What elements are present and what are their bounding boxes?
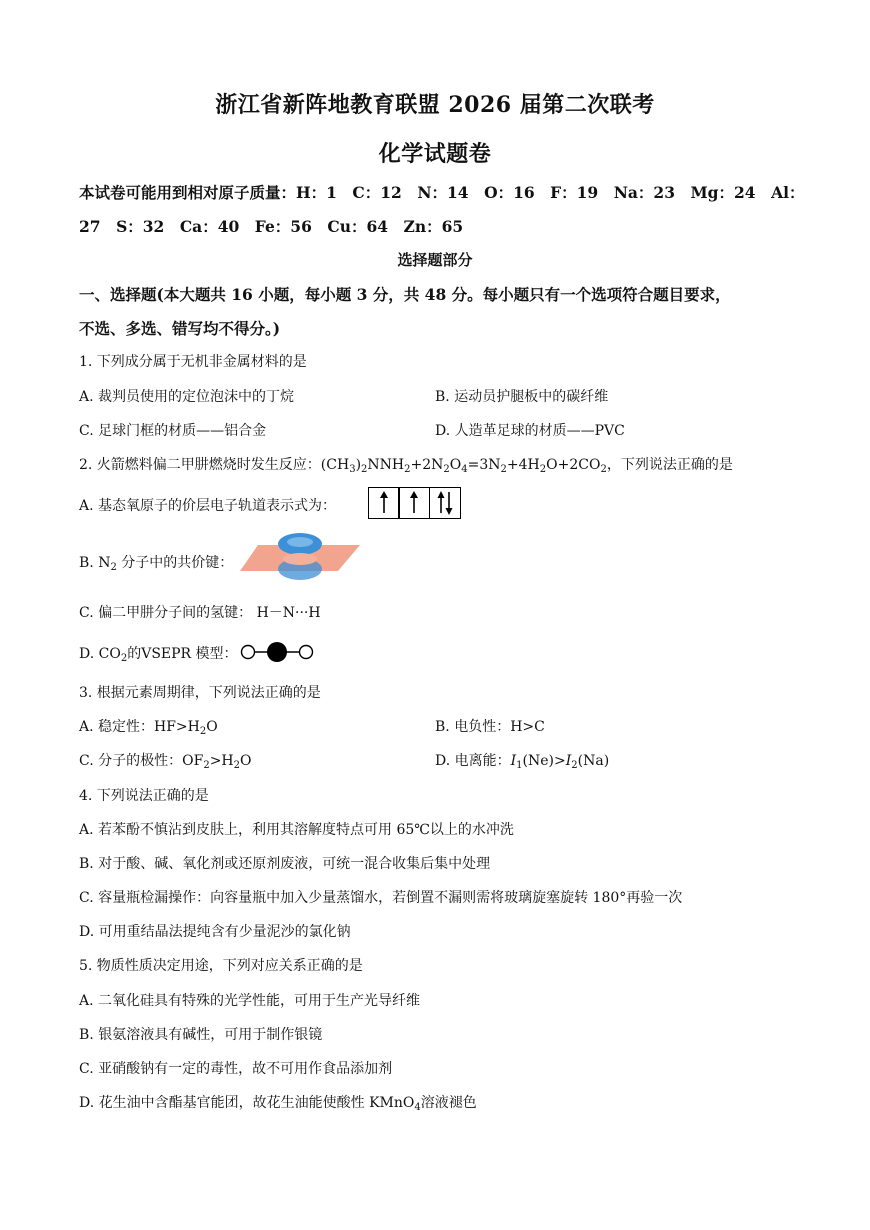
q4-option-d: D. 可用重结晶法提纯含有少量泥沙的氯化钠	[79, 924, 351, 940]
section-title: 选择题部分	[397, 251, 473, 269]
section-instruction-2: 不选、多选、错写均不得分。)	[79, 319, 281, 338]
orbital-box-up	[368, 487, 400, 519]
q3-option-c: C. 分子的极性：$OF_2>H_2O$	[79, 753, 252, 771]
q2-option-d: D. $CO_2$的VSEPR 模型：	[79, 646, 238, 664]
q1-option-b: B. 运动员护腿板中的碳纤维	[435, 389, 609, 405]
oxygen-atom	[242, 646, 255, 659]
q2-stem: 2. 火箭燃料偏二甲肼燃烧时发生反应：$(CH_3)_2NNH_2+2N_2O_4=3N_2+4H_2O+2CO_2$，下列说法正确的是	[79, 457, 733, 475]
orbital-diagram	[368, 487, 461, 519]
q4-stem: 4. 下列说法正确的是	[79, 788, 209, 804]
q2-option-c: C. 偏二甲肼分子间的氢键： H－N···H	[79, 605, 321, 621]
q1-option-d: D. 人造革足球的材质——PVC	[435, 423, 625, 439]
q3-option-b: B. 电负性：H>C	[435, 719, 545, 735]
q2-option-a: A. 基态氧原子的价层电子轨道表示式为：	[79, 498, 337, 514]
q4-option-b: B. 对于酸、碱、氧化剂或还原剂废液，可统一混合收集后集中处理	[79, 856, 491, 872]
oxygen-atom	[300, 646, 313, 659]
vsepr-linear-model	[240, 640, 314, 664]
carbon-atom	[267, 642, 287, 662]
orbital-box-paired	[429, 487, 461, 519]
atomic-mass-line-1: 本试卷可能用到相对原子质量：H：1 C：12 N：14 O：16 F：19 Na：23 Mg：24 Al：	[79, 183, 805, 202]
section-instruction-1: 一、选择题(本大题共 16 小题，每小题 3 分，共 48 分。每小题只有一个选项符合题目要求，	[79, 285, 731, 304]
q1-option-a: A. 裁判员使用的定位泡沫中的丁烷	[79, 389, 295, 405]
q4-option-c: C. 容量瓶检漏操作：向容量瓶中加入少量蒸馏水，若倒置不漏则需将玻璃旋塞旋转 180°再验一次	[79, 890, 683, 906]
exam-title: 浙江省新阵地教育联盟 2026 届第二次联考	[215, 92, 655, 118]
q4-option-a: A. 若苯酚不慎沾到皮肤上，利用其溶解度特点可用 65℃以上的水冲洗	[79, 822, 514, 838]
upper-lobe-highlight	[287, 537, 313, 547]
q1-stem: 1. 下列成分属于无机非金属材料的是	[79, 354, 307, 370]
orbital-box-up	[398, 487, 430, 519]
exam-subtitle: 化学试题卷	[378, 141, 492, 167]
q5-option-c: C. 亚硝酸钠有一定的毒性，故不可用作食品添加剂	[79, 1061, 393, 1077]
q5-option-a: A. 二氧化硅具有特殊的光学性能，可用于生产光导纤维	[79, 993, 421, 1009]
plane-intersection	[283, 553, 317, 565]
q3-stem: 3. 根据元素周期律，下列说法正确的是	[79, 685, 321, 701]
q2-option-b: B. $N_2$ 分子中的共价键：	[79, 555, 234, 573]
q3-option-d: D. 电离能：$I_1(Ne)>I_2(Na)$	[435, 753, 610, 771]
q1-option-c: C. 足球门框的材质——铝合金	[79, 423, 267, 439]
q5-option-b: B. 银氨溶液具有碱性，可用于制作银镜	[79, 1027, 323, 1043]
q5-option-d: D. 花生油中含酯基官能团，故花生油能使酸性 KMnO$_4$溶液褪色	[79, 1095, 477, 1113]
q5-stem: 5. 物质性质决定用途，下列对应关系正确的是	[79, 958, 363, 974]
q3-option-a: A. 稳定性：$HF>H_2O$	[79, 719, 218, 737]
atomic-mass-line-2: 27 S：32 Ca：40 Fe：56 Cu：64 Zn：65	[79, 217, 464, 236]
pi-bond-orbital-illustration	[240, 532, 362, 584]
